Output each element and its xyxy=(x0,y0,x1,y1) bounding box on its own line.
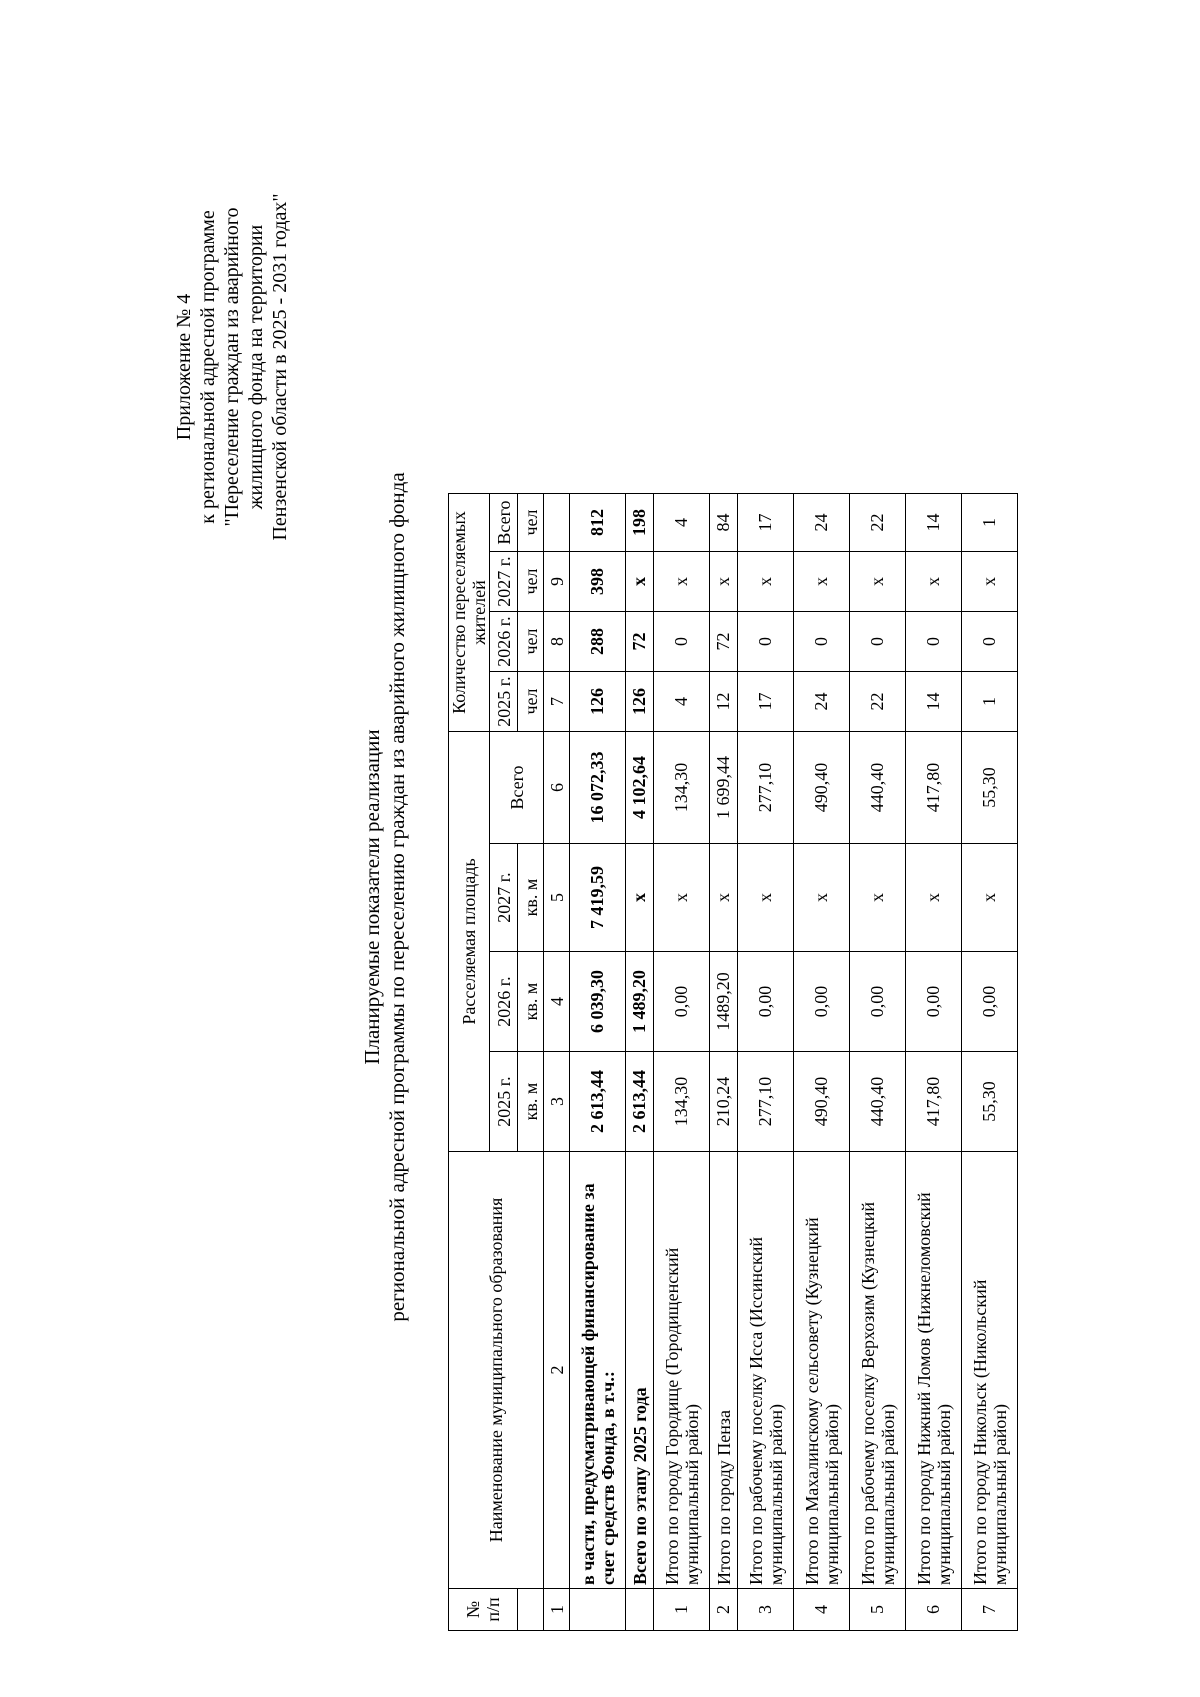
header-colnum: 4 xyxy=(544,952,570,1052)
municipality-name: Итого по городу Городище (Городищенский муниципальный район) xyxy=(654,1152,710,1589)
row-number xyxy=(626,1589,654,1631)
table-row xyxy=(738,494,794,1631)
value-cell: х xyxy=(962,552,1018,612)
row-number: 5 xyxy=(850,1589,906,1631)
value-cell: 24 xyxy=(794,672,850,732)
header-colnum: 3 xyxy=(544,1052,570,1152)
value-cell: 1 xyxy=(962,672,1018,732)
value-cell: х xyxy=(906,844,962,952)
municipality-name: Итого по рабочему поселку Верхозим (Кузнецкий муниципальный район) xyxy=(850,1152,906,1589)
header-num-blank xyxy=(518,1589,544,1631)
value-cell: 210,24 xyxy=(710,1052,738,1152)
value-cell: 126 xyxy=(626,672,654,732)
value-cell: 198 xyxy=(626,494,654,552)
row-number: 3 xyxy=(738,1589,794,1631)
table-row xyxy=(906,494,962,1631)
value-cell: 4 xyxy=(654,672,710,732)
row-number xyxy=(570,1589,626,1631)
table-row xyxy=(654,494,710,1631)
value-cell: х xyxy=(654,844,710,952)
value-cell: 1 xyxy=(962,494,1018,552)
value-cell: 72 xyxy=(710,612,738,672)
table-row xyxy=(570,494,626,1631)
value-cell: 12 xyxy=(710,672,738,732)
value-cell: х xyxy=(962,844,1018,952)
header-total: Всего xyxy=(490,732,544,844)
value-cell: х xyxy=(794,844,850,952)
value-cell: 4 xyxy=(654,494,710,552)
value-cell: 22 xyxy=(850,494,906,552)
value-cell: 134,30 xyxy=(654,1052,710,1152)
value-cell: 55,30 xyxy=(962,1052,1018,1152)
header-unit: кв. м xyxy=(518,844,544,952)
value-cell: 0,00 xyxy=(794,952,850,1052)
value-cell: 1489,20 xyxy=(710,952,738,1052)
value-cell: 440,40 xyxy=(850,1052,906,1152)
municipality-name: Итого по городу Пенза xyxy=(710,1152,738,1589)
value-cell: 2 613,44 xyxy=(570,1052,626,1152)
value-cell: 0,00 xyxy=(738,952,794,1052)
header-colnum: 8 xyxy=(544,612,570,672)
value-cell: 0 xyxy=(906,612,962,672)
value-cell: х xyxy=(738,844,794,952)
value-cell: 417,80 xyxy=(906,1052,962,1152)
value-cell: 288 xyxy=(570,612,626,672)
row-number: 6 xyxy=(906,1589,962,1631)
municipality-name: Итого по Махалинскому сельсовету (Кузнецкий муниципальный район) xyxy=(794,1152,850,1589)
row-number: 1 xyxy=(654,1589,710,1631)
value-cell: 4 102,64 xyxy=(626,732,654,844)
header-area-group: Расселяемая площадь xyxy=(449,732,490,1152)
appendix-header xyxy=(172,147,292,587)
value-cell: х xyxy=(738,552,794,612)
header-num: № п/п xyxy=(449,1589,518,1631)
value-cell: 490,40 xyxy=(794,732,850,844)
header-colnum: 1 xyxy=(544,1589,570,1631)
value-cell: 398 xyxy=(570,552,626,612)
appendix-line: Пензенской области в 2025 - 2031 годах" xyxy=(269,193,291,541)
header-unit: чел xyxy=(518,494,544,552)
row-number: 7 xyxy=(962,1589,1018,1631)
header-year: 2027 г. xyxy=(490,844,518,952)
indicators-table xyxy=(448,493,1018,1631)
value-cell: х xyxy=(850,552,906,612)
value-cell: х xyxy=(626,552,654,612)
value-cell: 22 xyxy=(850,672,906,732)
value-cell: х xyxy=(794,552,850,612)
appendix-line: Приложение № 4 xyxy=(173,293,195,441)
header-total: Всего xyxy=(490,494,518,552)
appendix-line: к региональной адресной программе xyxy=(197,210,219,524)
municipality-name: Итого по городу Никольск (Никольский муниципальный район) xyxy=(962,1152,1018,1589)
header-unit: чел xyxy=(518,552,544,612)
value-cell: 0,00 xyxy=(906,952,962,1052)
value-cell: 7 419,59 xyxy=(570,844,626,952)
document-title xyxy=(360,297,410,1497)
header-unit: чел xyxy=(518,672,544,732)
title-line-2: региональной адресной программы по переселению граждан из аварийного жилищного фонда xyxy=(385,472,409,1322)
header-colnum: 5 xyxy=(544,844,570,952)
value-cell: 1 699,44 xyxy=(710,732,738,844)
table-row xyxy=(794,494,850,1631)
value-cell: 17 xyxy=(738,672,794,732)
header-unit: чел xyxy=(518,612,544,672)
table-body xyxy=(570,494,1018,1631)
header-unit: кв. м xyxy=(518,952,544,1052)
municipality-name: Всего по этапу 2025 года xyxy=(626,1152,654,1589)
table-row xyxy=(710,494,738,1631)
header-colnum: 6 xyxy=(544,732,570,844)
table-row xyxy=(626,494,654,1631)
header-year: 2026 г. xyxy=(490,952,518,1052)
header-year: 2026 г. xyxy=(490,612,518,672)
municipality-name: в части, предусматривающей финансирование за счет средств Фонда, в т.ч.: xyxy=(570,1152,626,1589)
header-residents-group: Количество переселяемых жителей xyxy=(449,494,490,732)
header-name: Наименование муниципального образования xyxy=(449,1152,544,1589)
appendix-line: жилищного фонда на территории xyxy=(245,224,267,510)
value-cell: 812 xyxy=(570,494,626,552)
header-year: 2027 г. xyxy=(490,552,518,612)
header-colnum: 7 xyxy=(544,672,570,732)
municipality-name: Итого по городу Нижний Ломов (Нижнеломовский муниципальный район) xyxy=(906,1152,962,1589)
value-cell: 14 xyxy=(906,672,962,732)
value-cell: 490,40 xyxy=(794,1052,850,1152)
value-cell: 55,30 xyxy=(962,732,1018,844)
value-cell: 0,00 xyxy=(962,952,1018,1052)
value-cell: х xyxy=(710,552,738,612)
indicators-table-wrap xyxy=(448,493,1018,1631)
value-cell: 0 xyxy=(738,612,794,672)
value-cell: х xyxy=(654,552,710,612)
value-cell: 440,40 xyxy=(850,732,906,844)
value-cell: 277,10 xyxy=(738,732,794,844)
title-line-1: Планируемые показатели реализации xyxy=(360,729,384,1065)
value-cell: 277,10 xyxy=(738,1052,794,1152)
table-row xyxy=(850,494,906,1631)
value-cell: 0,00 xyxy=(850,952,906,1052)
value-cell: 417,80 xyxy=(906,732,962,844)
header-colnum: 2 xyxy=(544,1152,570,1589)
value-cell: 24 xyxy=(794,494,850,552)
header-colnum xyxy=(544,494,570,552)
value-cell: х xyxy=(710,844,738,952)
municipality-name: Итого по рабочему поселку Исса (Иссинский муниципальный район) xyxy=(738,1152,794,1589)
value-cell: 0 xyxy=(654,612,710,672)
row-number: 4 xyxy=(794,1589,850,1631)
value-cell: 126 xyxy=(570,672,626,732)
header-colnum: 9 xyxy=(544,552,570,612)
value-cell: 0,00 xyxy=(654,952,710,1052)
value-cell: х xyxy=(906,552,962,612)
value-cell: 0 xyxy=(794,612,850,672)
value-cell: 6 039,30 xyxy=(570,952,626,1052)
value-cell: 134,30 xyxy=(654,732,710,844)
header-year: 2025 г. xyxy=(490,672,518,732)
value-cell: х xyxy=(850,844,906,952)
appendix-line: "Переселение граждан из аварийного xyxy=(221,207,243,527)
value-cell: 2 613,44 xyxy=(626,1052,654,1152)
value-cell: 0 xyxy=(850,612,906,672)
value-cell: 0 xyxy=(962,612,1018,672)
value-cell: 16 072,33 xyxy=(570,732,626,844)
value-cell: х xyxy=(626,844,654,952)
value-cell: 1 489,20 xyxy=(626,952,654,1052)
value-cell: 17 xyxy=(738,494,794,552)
value-cell: 72 xyxy=(626,612,654,672)
table-row xyxy=(962,494,1018,1631)
value-cell: 84 xyxy=(710,494,738,552)
header-unit: кв. м xyxy=(518,1052,544,1152)
row-number: 2 xyxy=(710,1589,738,1631)
header-year: 2025 г. xyxy=(490,1052,518,1152)
value-cell: 14 xyxy=(906,494,962,552)
